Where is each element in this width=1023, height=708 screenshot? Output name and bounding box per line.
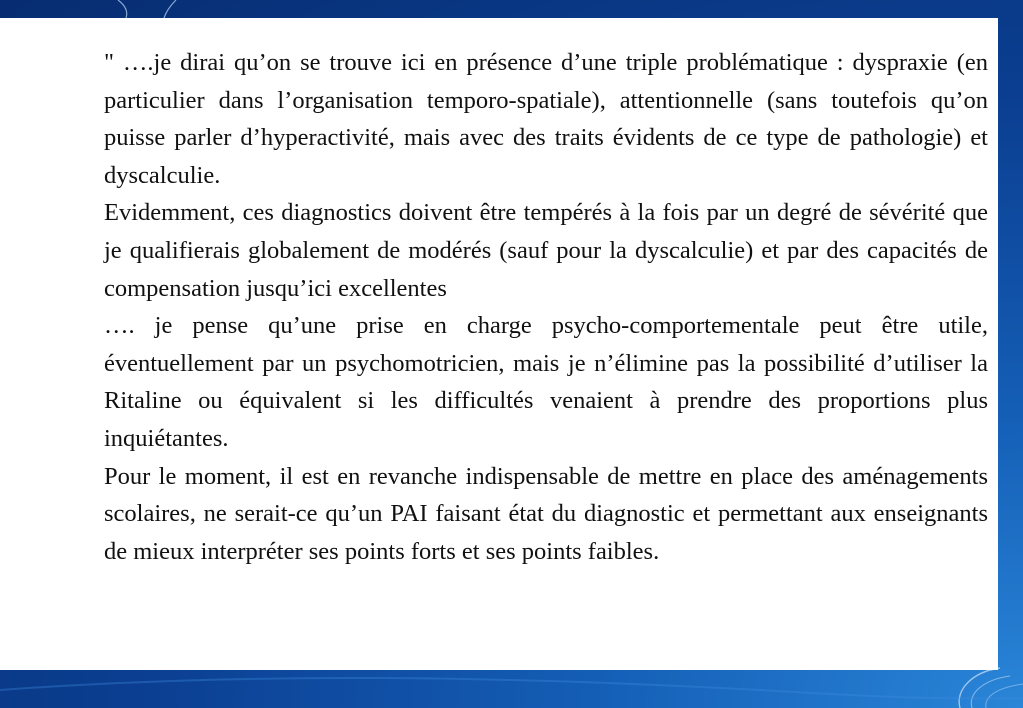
paragraph-4: Pour le moment, il est en revanche indispensable de mettre en place des aménagements scolaires, ne serait-ce qu’un PAI faisant état du diagnostic et permettant aux enseignants de mieux interpréter ses points forts et ses points faibles. xyxy=(104,462,988,565)
text-body xyxy=(104,44,988,570)
paragraph-3: …. je pense qu’une prise en charge psycho-comportementale peut être utile, éventuellement par un psychomotricien, mais je n’élimine pas la possibilité d’utiliser la Ritaline ou équivalent si les difficultés venaient à prendre des proportions plus inquiétantes. xyxy=(104,312,988,452)
text-panel xyxy=(0,18,998,670)
paragraph-1: " ….je dirai qu’on se trouve ici en présence d’une triple problématique : dyspraxie (en particulier dans l’organisation temporo-spatiale), attentionnelle (sans toutefois qu’on puisse parler d’hyperactivité, mais avec des traits évidents de ce type de pathologie) et dyscalculie. xyxy=(104,49,988,189)
paragraph-2: Evidemment, ces diagnostics doivent être tempérés à la fois par un degré de sévérité que je qualifierais globalement de modérés (sauf pour la dyscalculie) et par des capacités de compensation jusqu’ici excellentes xyxy=(104,199,988,302)
